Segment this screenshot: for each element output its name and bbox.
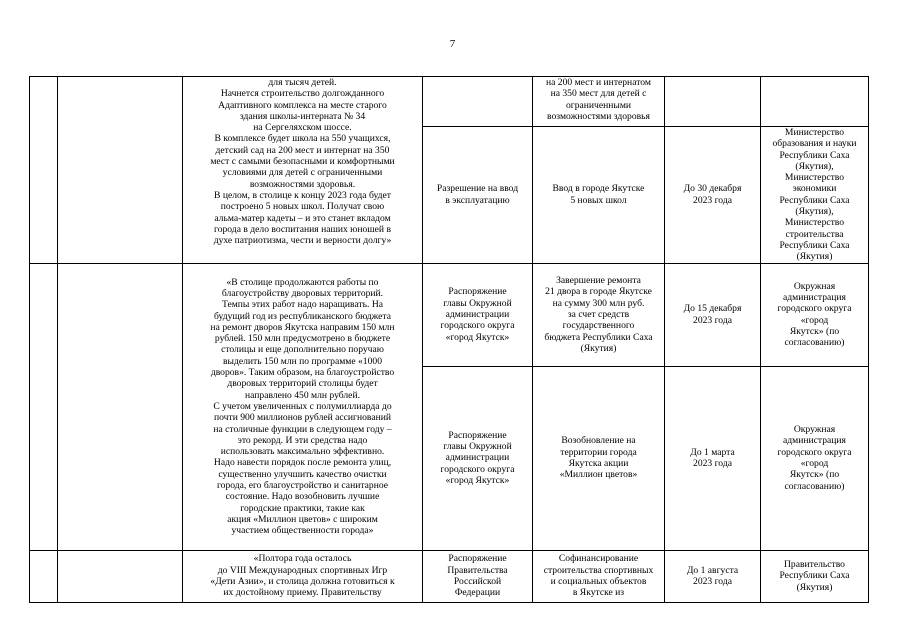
task-cell: для тысяч детей. Начнется строительство долгожданного Адаптивного комплекса на месте старого здания школы-интерната № 34 на Сергеляхском шоссе. В комплексе будет школа на 550 учащихся, детский сад на 200 мест и интернат на 350 мест с самыми безопасными и комфортными условиями для детей с ограниченными возможностями здоровья. В целом, в столице к концу 2023 года будет построено 5 новых школ. Получат свою альма-матер кадеты – и это станет вкладом города в дело воспитания наших юношей в духе патриотизма, чести и верности долгу» bbox=[183, 77, 423, 264]
number-cell bbox=[30, 77, 58, 264]
result-cell: Ввод в городе Якутске 5 новых школ bbox=[533, 127, 665, 264]
task-cell: «Полтора года осталось до VIII Международных спортивных Игр «Дети Азии», и столица должна готовиться к их достойному приему. Правительству bbox=[183, 550, 423, 602]
document-cell bbox=[423, 77, 533, 127]
result-cell: Возобновление на территории города Якутска акции «Миллион цветов» bbox=[533, 366, 665, 550]
result-cell: Завершение ремонта 21 двора в городе Якутске на сумму 300 млн руб. за счет средств государственного бюджета Республики Саха (Якутия) bbox=[533, 263, 665, 366]
responsible-cell: Правительство Республики Саха (Якутия) bbox=[761, 550, 869, 602]
result-cell: Софинансирование строительства спортивных и социальных объектов в Якутске из bbox=[533, 550, 665, 602]
direction-cell bbox=[58, 550, 183, 602]
deadline-cell: До 30 декабря 2023 года bbox=[665, 127, 761, 264]
number-cell bbox=[30, 263, 58, 550]
table-row bbox=[30, 550, 869, 602]
responsible-cell: Окружная администрация городского округа «город Якутск» (по согласованию) bbox=[761, 366, 869, 550]
table-row bbox=[30, 263, 869, 366]
deadline-cell: До 15 декабря 2023 года bbox=[665, 263, 761, 366]
document-cell: Распоряжение главы Окружной администрации городского округа «город Якутск» bbox=[423, 263, 533, 366]
responsible-cell: Министерство образования и науки Республики Саха (Якутия), Министерство экономики Республики Саха (Якутия), Министерство строительства Республики Саха (Якутия) bbox=[761, 127, 869, 264]
document-cell: Распоряжение Правительства Российской Федерации bbox=[423, 550, 533, 602]
document-cell: Распоряжение главы Окружной администрации городского округа «город Якутск» bbox=[423, 366, 533, 550]
document-cell: Разрешение на ввод в эксплуатацию bbox=[423, 127, 533, 264]
deadline-cell bbox=[665, 77, 761, 127]
task-cell: «В столице продолжаются работы по благоустройству дворовых территорий. Темпы этих работ надо наращивать. На будущий год из республиканского бюджета на ремонт дворов Якутска направим 150 млн рублей. 150 млн предусмотрено в бюджете столицы и еще дополнительно поручаю выделить 150 млн по программе «1000 дворов». Таким образом, на благоустройство дворовых территорий столицы будет направлено 450 млн рублей. С учетом увеличенных с полумиллиарда до почти 900 миллионов рублей ассигнований на столичные функции в следующем году – это рекорд. И эти средства надо использовать максимально эффективно. Надо навести порядок после ремонта улиц, существенно улучшить качество очистки города, его благоустройство и санитарное состояние. Надо возобновить лучшие городские практики, такие как акция «Миллион цветов» с широким участием общественности города» bbox=[183, 263, 423, 550]
measures-table bbox=[29, 76, 869, 603]
deadline-cell: До 1 марта 2023 года bbox=[665, 366, 761, 550]
direction-cell bbox=[58, 263, 183, 550]
result-cell: на 200 мест и интернатом на 350 мест для детей с ограниченными возможностями здоровья bbox=[533, 77, 665, 127]
page-number: 7 bbox=[449, 38, 456, 50]
table-row bbox=[30, 77, 869, 127]
direction-cell bbox=[58, 77, 183, 264]
responsible-cell: Окружная администрация городского округа «город Якутск» (по согласованию) bbox=[761, 263, 869, 366]
deadline-cell: До 1 августа 2023 года bbox=[665, 550, 761, 602]
number-cell bbox=[30, 550, 58, 602]
responsible-cell bbox=[761, 77, 869, 127]
